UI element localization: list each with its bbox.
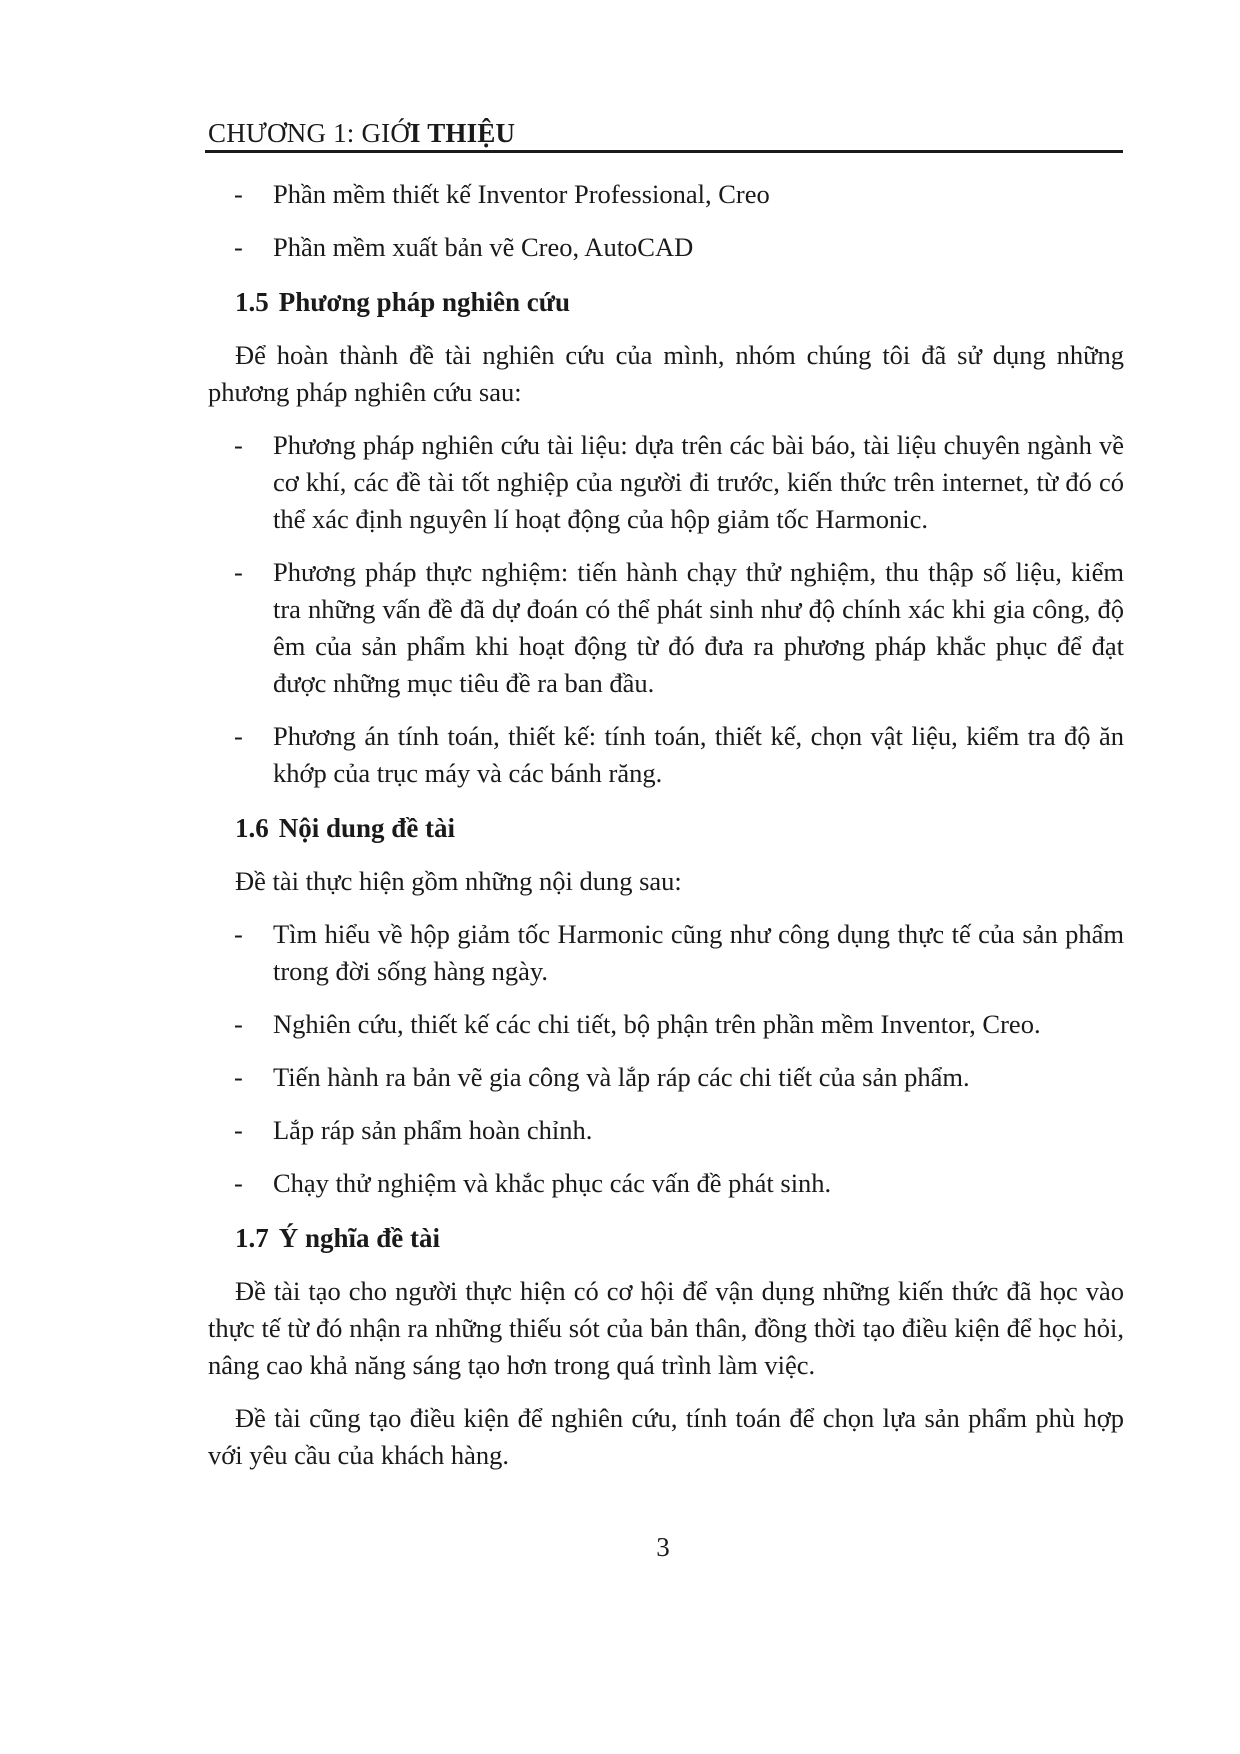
header-rule <box>205 150 1123 153</box>
page-number: 3 <box>656 1532 670 1562</box>
section-heading-1-6 <box>235 810 1124 847</box>
list-item-text: Phương án tính toán, thiết kế: tính toán, thiết kế, chọn vật liệu, kiểm tra độ ăn khớp của trục máy và các bánh răng. <box>273 721 1124 788</box>
list-item-text: Phương pháp thực nghiệm: tiến hành chạy thử nghiệm, thu thập số liệu, kiểm tra những vấn đề đã dự đoán có thể phát sinh như độ chính xác khi gia công, độ êm của sản phẩm khi hoạt động từ đó đưa ra phương pháp khắc phục để đạt được những mục tiêu đề ra ban đầu. <box>273 557 1124 698</box>
list-item <box>208 916 1124 990</box>
list-item-text: Phần mềm thiết kế Inventor Professional, Creo <box>273 179 770 209</box>
section-number: 1.7 <box>235 1223 269 1253</box>
list-item-text: Lắp ráp sản phẩm hoàn chỉnh. <box>273 1115 593 1145</box>
bullet-dash: - <box>234 1115 243 1145</box>
section-heading-1-7 <box>235 1220 1124 1257</box>
section-number: 1.5 <box>235 287 269 317</box>
list-item-text: Chạy thử nghiệm và khắc phục các vấn đề phát sinh. <box>273 1168 832 1198</box>
list-item-text: Tìm hiểu về hộp giảm tốc Harmonic cũng như công dụng thực tế của sản phẩm trong đời sống hàng ngày. <box>273 919 1124 986</box>
chapter-title-bold: I THIỆU <box>410 118 516 148</box>
section-heading-1-5 <box>235 284 1124 321</box>
paragraph: Đề tài cũng tạo điều kiện để nghiên cứu, tính toán để chọn lựa sản phẩm phù hợp với yêu cầu của khách hàng. <box>208 1403 1124 1470</box>
chapter-title: CHƯƠNG 1: GIỚ <box>208 118 411 148</box>
list-item <box>208 1165 1124 1202</box>
section-title: Ý nghĩa đề tài <box>278 1223 441 1253</box>
list-item <box>208 718 1124 792</box>
bullet-dash: - <box>234 919 243 949</box>
list-item <box>208 229 1124 266</box>
paragraph: Đề tài tạo cho người thực hiện có cơ hội để vận dụng những kiến thức đã học vào thực tế từ đó nhận ra những thiếu sót của bản thân, đồng thời tạo điều kiện để học hỏi, nâng cao khả năng sáng tạo hơn trong quá trình làm việc. <box>208 1276 1124 1380</box>
list-item <box>208 1006 1124 1043</box>
bullet-dash: - <box>234 721 243 751</box>
list-item-text: Phần mềm xuất bản vẽ Creo, AutoCAD <box>273 232 694 262</box>
paragraph: Để hoàn thành đề tài nghiên cứu của mình, nhóm chúng tôi đã sử dụng những phương pháp nghiên cứu sau: <box>208 340 1124 407</box>
bullet-dash: - <box>234 557 243 587</box>
list-item-text: Phương pháp nghiên cứu tài liệu: dựa trên các bài báo, tài liệu chuyên ngành về cơ khí, các đề tài tốt nghiệp của người đi trước, kiến thức trên internet, từ đó có thể xác định nguyên lí hoạt động của hộp giảm tốc Harmonic. <box>273 430 1124 534</box>
section-title: Nội dung đề tài <box>278 813 456 843</box>
running-header <box>208 118 515 149</box>
paragraph: Đề tài thực hiện gồm những nội dung sau: <box>235 866 682 896</box>
bullet-dash: - <box>234 1062 243 1092</box>
page-body <box>208 176 1124 1490</box>
section-title: Phương pháp nghiên cứu <box>278 287 570 317</box>
list-item <box>208 176 1124 213</box>
list-item <box>208 1059 1124 1096</box>
bullet-dash: - <box>234 1009 243 1039</box>
bullet-dash: - <box>234 179 243 209</box>
list-item <box>208 554 1124 702</box>
section-number: 1.6 <box>235 813 269 843</box>
list-item <box>208 427 1124 538</box>
bullet-dash: - <box>234 430 243 460</box>
list-item-text: Tiến hành ra bản vẽ gia công và lắp ráp các chi tiết của sản phẩm. <box>273 1062 970 1092</box>
bullet-dash: - <box>234 232 243 262</box>
list-item <box>208 1112 1124 1149</box>
list-item-text: Nghiên cứu, thiết kế các chi tiết, bộ phận trên phần mềm Inventor, Creo. <box>273 1009 1041 1039</box>
bullet-dash: - <box>234 1168 243 1198</box>
